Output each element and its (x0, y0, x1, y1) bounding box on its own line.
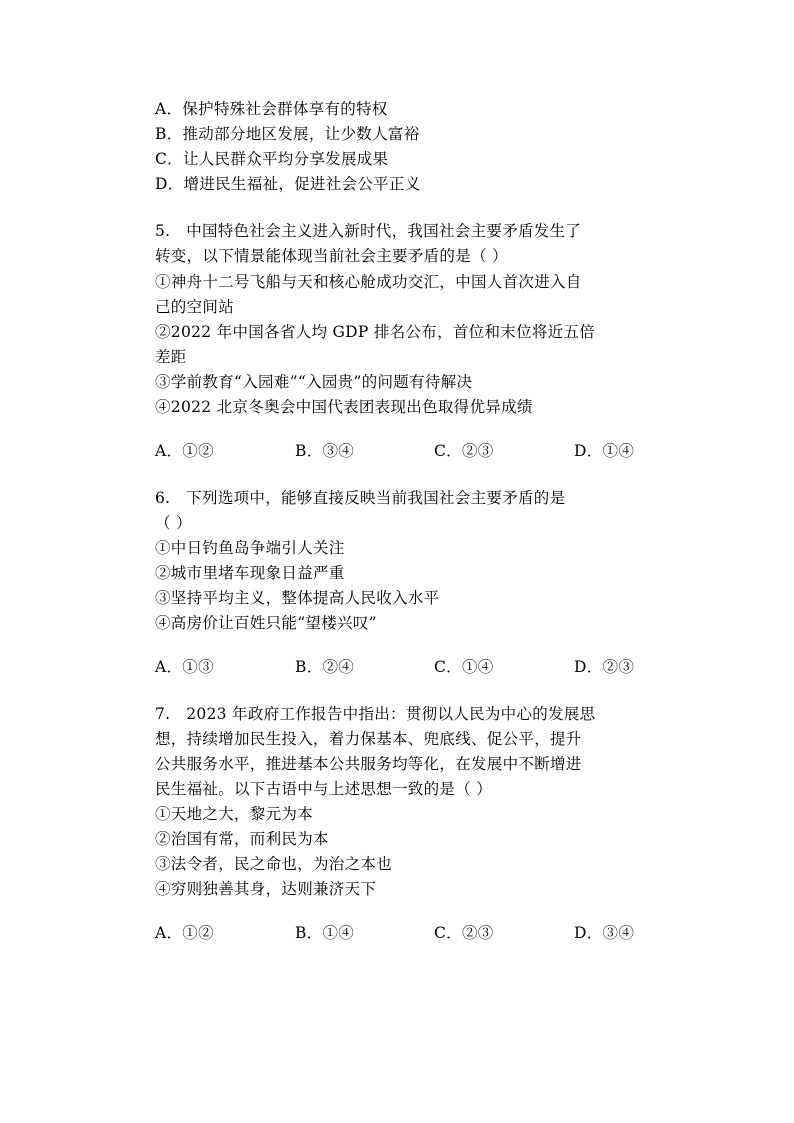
q6-choice-a: A．①③ (155, 658, 214, 676)
q7-choice-b: B．①④ (295, 924, 355, 942)
q7-item-3: ③法令者，民之命也，为治之本也 (155, 855, 393, 873)
q6-choice-d: D．②③ (574, 658, 635, 676)
q6-item-2: ②城市里堵车现象日益严重 (155, 564, 345, 582)
q5-stem-line-2: 转变，以下情景能体现当前社会主要矛盾的是（ ） (155, 247, 508, 265)
q6-item-3: ③坚持平均主义，整体提高人民收入水平 (155, 589, 440, 607)
q7-stem-line-4: 民生福祉。以下古语中与上述思想一致的是（ ） (155, 780, 493, 798)
q6-choice-c: C．①④ (434, 658, 494, 676)
q5-item-3: ③学前教育“入园难”“入园贵”的问题有待解决 (155, 373, 473, 391)
q7-stem-line-1: 7. 2023 年政府工作报告中指出：贯彻以人民为中心的发展思 (155, 705, 596, 723)
q5-item-4: ④2022 北京冬奥会中国代表团表现出色取得优异成绩 (155, 398, 533, 416)
q5-item-1-line-2: 己的空间站 (155, 298, 235, 316)
q4-option-b: B．推动部分地区发展，让少数人富裕 (155, 125, 420, 143)
q6-stem-line-2: （ ） (155, 514, 192, 532)
q7-item-2: ②治国有常，而利民为本 (155, 830, 329, 848)
q7-item-4: ④穷则独善其身，达则兼济天下 (155, 880, 377, 898)
q5-choice-d: D．①④ (574, 442, 635, 460)
q6-item-1: ①中日钓鱼岛争端引人关注 (155, 539, 345, 557)
q4-option-a: A．保护特殊社会群体享有的特权 (155, 100, 388, 118)
q5-choice-a: A．①② (155, 442, 214, 460)
q7-choice-d: D．③④ (574, 924, 635, 942)
q5-item-2-line-2: 差距 (155, 348, 187, 366)
q6-item-4: ④高房价让百姓只能“望楼兴叹” (155, 614, 377, 632)
q5-stem-line-1: 5. 中国特色社会主义进入新时代，我国社会主要矛盾发生了 (155, 222, 582, 240)
q7-stem-line-3: 公共服务水平，推进基本公共服务均等化，在发展中不断增进 (155, 755, 582, 773)
q6-choice-b: B．②④ (295, 658, 355, 676)
q4-option-c: C．让人民群众平均分享发展成果 (155, 150, 389, 168)
q5-item-2-line-1: ②2022 年中国各省人均 GDP 排名公布，首位和末位将近五倍 (155, 323, 596, 341)
q5-item-1-line-1: ①神舟十二号飞船与天和核心舱成功交汇，中国人首次进入自 (155, 273, 582, 291)
q5-choice-c: C．②③ (434, 442, 494, 460)
q4-option-d: D．增进民生福祉，促进社会公平正义 (155, 175, 421, 193)
q7-choice-c: C．②③ (434, 924, 494, 942)
q7-item-1: ①天地之大，黎元为本 (155, 805, 314, 823)
q5-choice-b: B．③④ (295, 442, 355, 460)
q6-stem-line-1: 6. 下列选项中，能够直接反映当前我国社会主要矛盾的是 (155, 489, 566, 507)
q7-choice-a: A．①② (155, 924, 214, 942)
q7-stem-line-2: 想，持续增加民生投入，着力保基本、兜底线、促公平，提升 (155, 730, 582, 748)
